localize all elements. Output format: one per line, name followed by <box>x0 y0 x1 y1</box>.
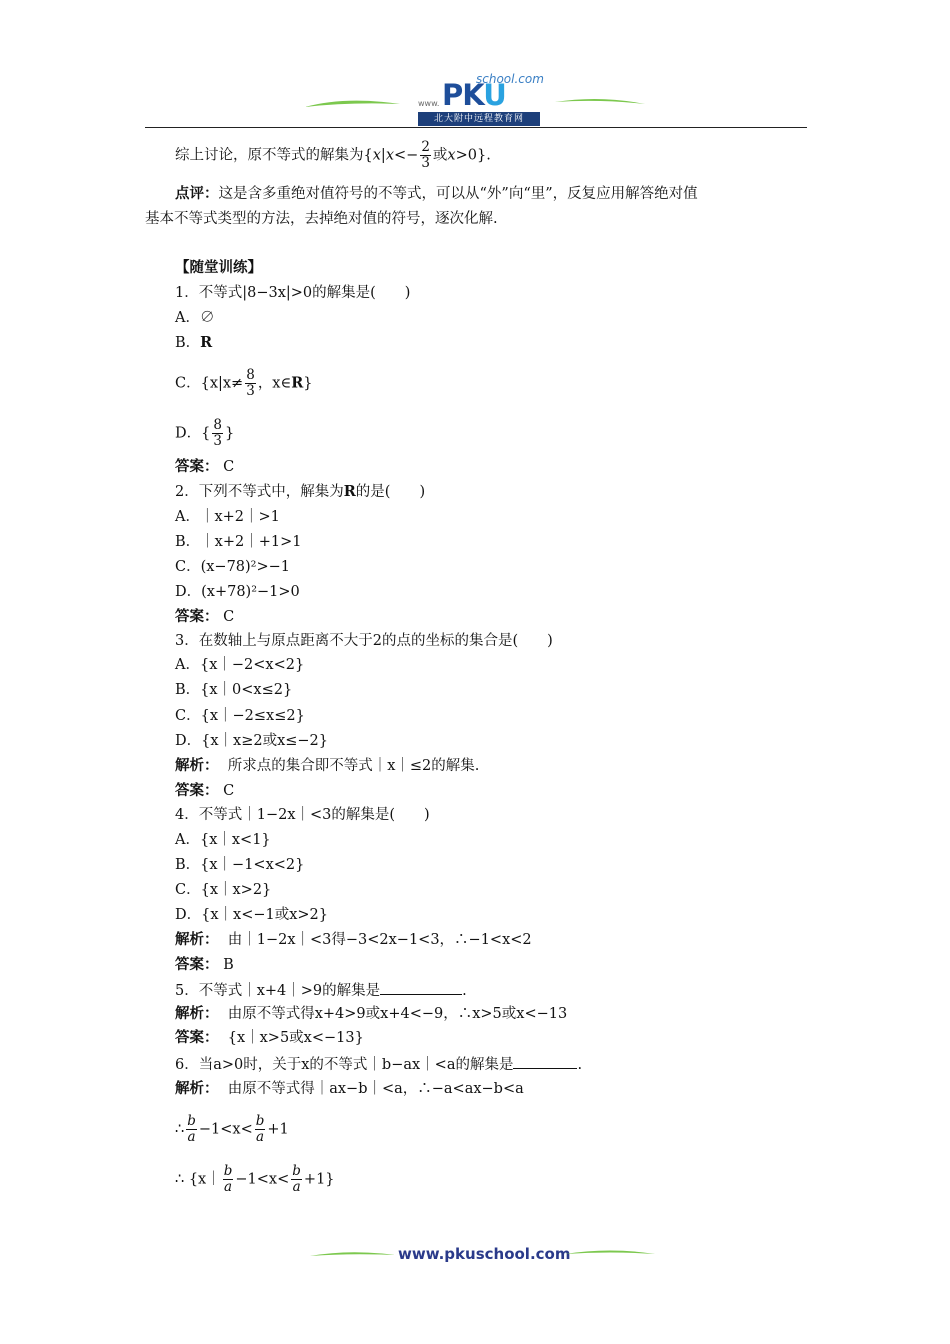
logo-letters: PKU <box>442 78 506 112</box>
q6-step-2: ∴ {x｜ $\frac{b}{a}$ −1<x< $\frac{b}{a}$ +1} <box>175 1163 335 1195</box>
q4-option-b: B．{x｜−1<x<2} <box>175 857 305 873</box>
q1-option-d: D．{ $\frac{8}{3}$ } <box>175 417 235 449</box>
question-4: 4．不等式｜1−2x｜<3的解集是( ) <box>175 807 430 823</box>
q4-answer: 答案： B <box>175 956 234 973</box>
q4-analysis: 解析： 由｜1−2x｜<3得−3<2x−1<3，∴−1<x<2 <box>175 931 532 948</box>
answer-blank[interactable] <box>513 1054 577 1069</box>
q2-option-a: A．｜x+2｜>1 <box>175 509 280 525</box>
answer-blank[interactable] <box>380 980 462 995</box>
q3-option-b: B．{x｜0<x≤2} <box>175 682 293 698</box>
question-2: 2．下列不等式中，解集为R的是( ) <box>175 483 426 500</box>
fraction: $\frac{b}{a}$ <box>255 1113 265 1145</box>
q2-answer: 答案： C <box>175 608 235 625</box>
q5-answer: 答案： {x｜x>5或x<−13} <box>175 1029 364 1046</box>
q1-option-c: C．{x|x≠ $\frac{8}{3}$ ，x∈R} <box>175 367 313 399</box>
footer-left-swoosh <box>310 1250 395 1262</box>
right-swoosh-decoration <box>555 96 645 110</box>
q3-option-c: C．{x｜−2≤x≤2} <box>175 708 305 724</box>
q3-analysis: 解析： 所求点的集合即不等式｜x｜≤2的解集. <box>175 757 480 774</box>
q4-option-a: A．{x｜x<1} <box>175 832 271 848</box>
footer-url: www.pkuschool.com <box>398 1245 571 1263</box>
q1-option-a: A．∅ <box>175 310 215 326</box>
q2-option-c: C．(x−78)²>−1 <box>175 559 291 575</box>
q1-option-b: B．R <box>175 334 213 351</box>
q6-step-1: ∴ $\frac{b}{a}$ −1<x< $\frac{b}{a}$ +1 <box>175 1113 289 1145</box>
left-swoosh-decoration <box>305 98 400 112</box>
fraction: $\frac{b}{a}$ <box>187 1113 196 1145</box>
header-rule <box>145 127 807 128</box>
review-line-1: 点评：这是含多重绝对值符号的不等式，可以从“外”向“里”，反复应用解答绝对值 <box>175 185 698 202</box>
fraction: $\frac{8}{3}$ <box>213 417 222 449</box>
q4-option-d: D．{x｜x<−1或x>2} <box>175 907 329 923</box>
q3-option-d: D．{x｜x≥2或x≤−2} <box>175 733 329 749</box>
practice-title: 【随堂训练】 <box>175 259 262 276</box>
q5-analysis: 解析： 由原不等式得x+4>9或x+4<−9，∴x>5或x<−13 <box>175 1005 568 1022</box>
fraction: $\frac{b}{a}$ <box>223 1163 233 1195</box>
question-6: 6．当a>0时，关于x的不等式｜b−ax｜<a的解集是 . <box>175 1054 582 1075</box>
footer-right-swoosh <box>565 1248 655 1260</box>
logo-domain: school.com <box>476 72 544 86</box>
fraction: $\frac{b}{a}$ <box>292 1163 301 1195</box>
logo-banner: 北大附中远程教育网 <box>418 112 540 126</box>
q4-option-c: C．{x｜x>2} <box>175 882 272 898</box>
q3-option-a: A．{x｜−2<x<2} <box>175 657 305 673</box>
question-5: 5．不等式｜x+4｜>9的解集是 . <box>175 980 467 1001</box>
q2-option-b: B．｜x+2｜+1>1 <box>175 534 302 550</box>
q1-answer: 答案： C <box>175 458 235 475</box>
page-footer <box>300 1240 660 1270</box>
page-header <box>0 0 950 130</box>
fraction: $\frac{8}{3}$ <box>246 367 255 399</box>
fraction: $\frac{2}{3}$ <box>421 139 430 171</box>
pku-school-logo <box>418 72 543 127</box>
question-3: 3．在数轴上与原点距离不大于2的点的坐标的集合是( ) <box>175 633 553 649</box>
logo-www: www. <box>418 99 440 108</box>
conclusion-line: 综上讨论，原不等式的解集为{x|x<− $\frac{2}{3}$ 或x>0}. <box>175 139 491 171</box>
review-line-2: 基本不等式类型的方法，去掉绝对值的符号，逐次化解. <box>145 211 498 227</box>
q2-option-d: D．(x+78)²−1>0 <box>175 584 300 600</box>
q3-answer: 答案： C <box>175 782 235 799</box>
q6-analysis: 解析： 由原不等式得｜ax−b｜<a，∴−a<ax−b<a <box>175 1080 524 1097</box>
question-1: 1．不等式|8−3x|>0的解集是( ) <box>175 285 411 301</box>
